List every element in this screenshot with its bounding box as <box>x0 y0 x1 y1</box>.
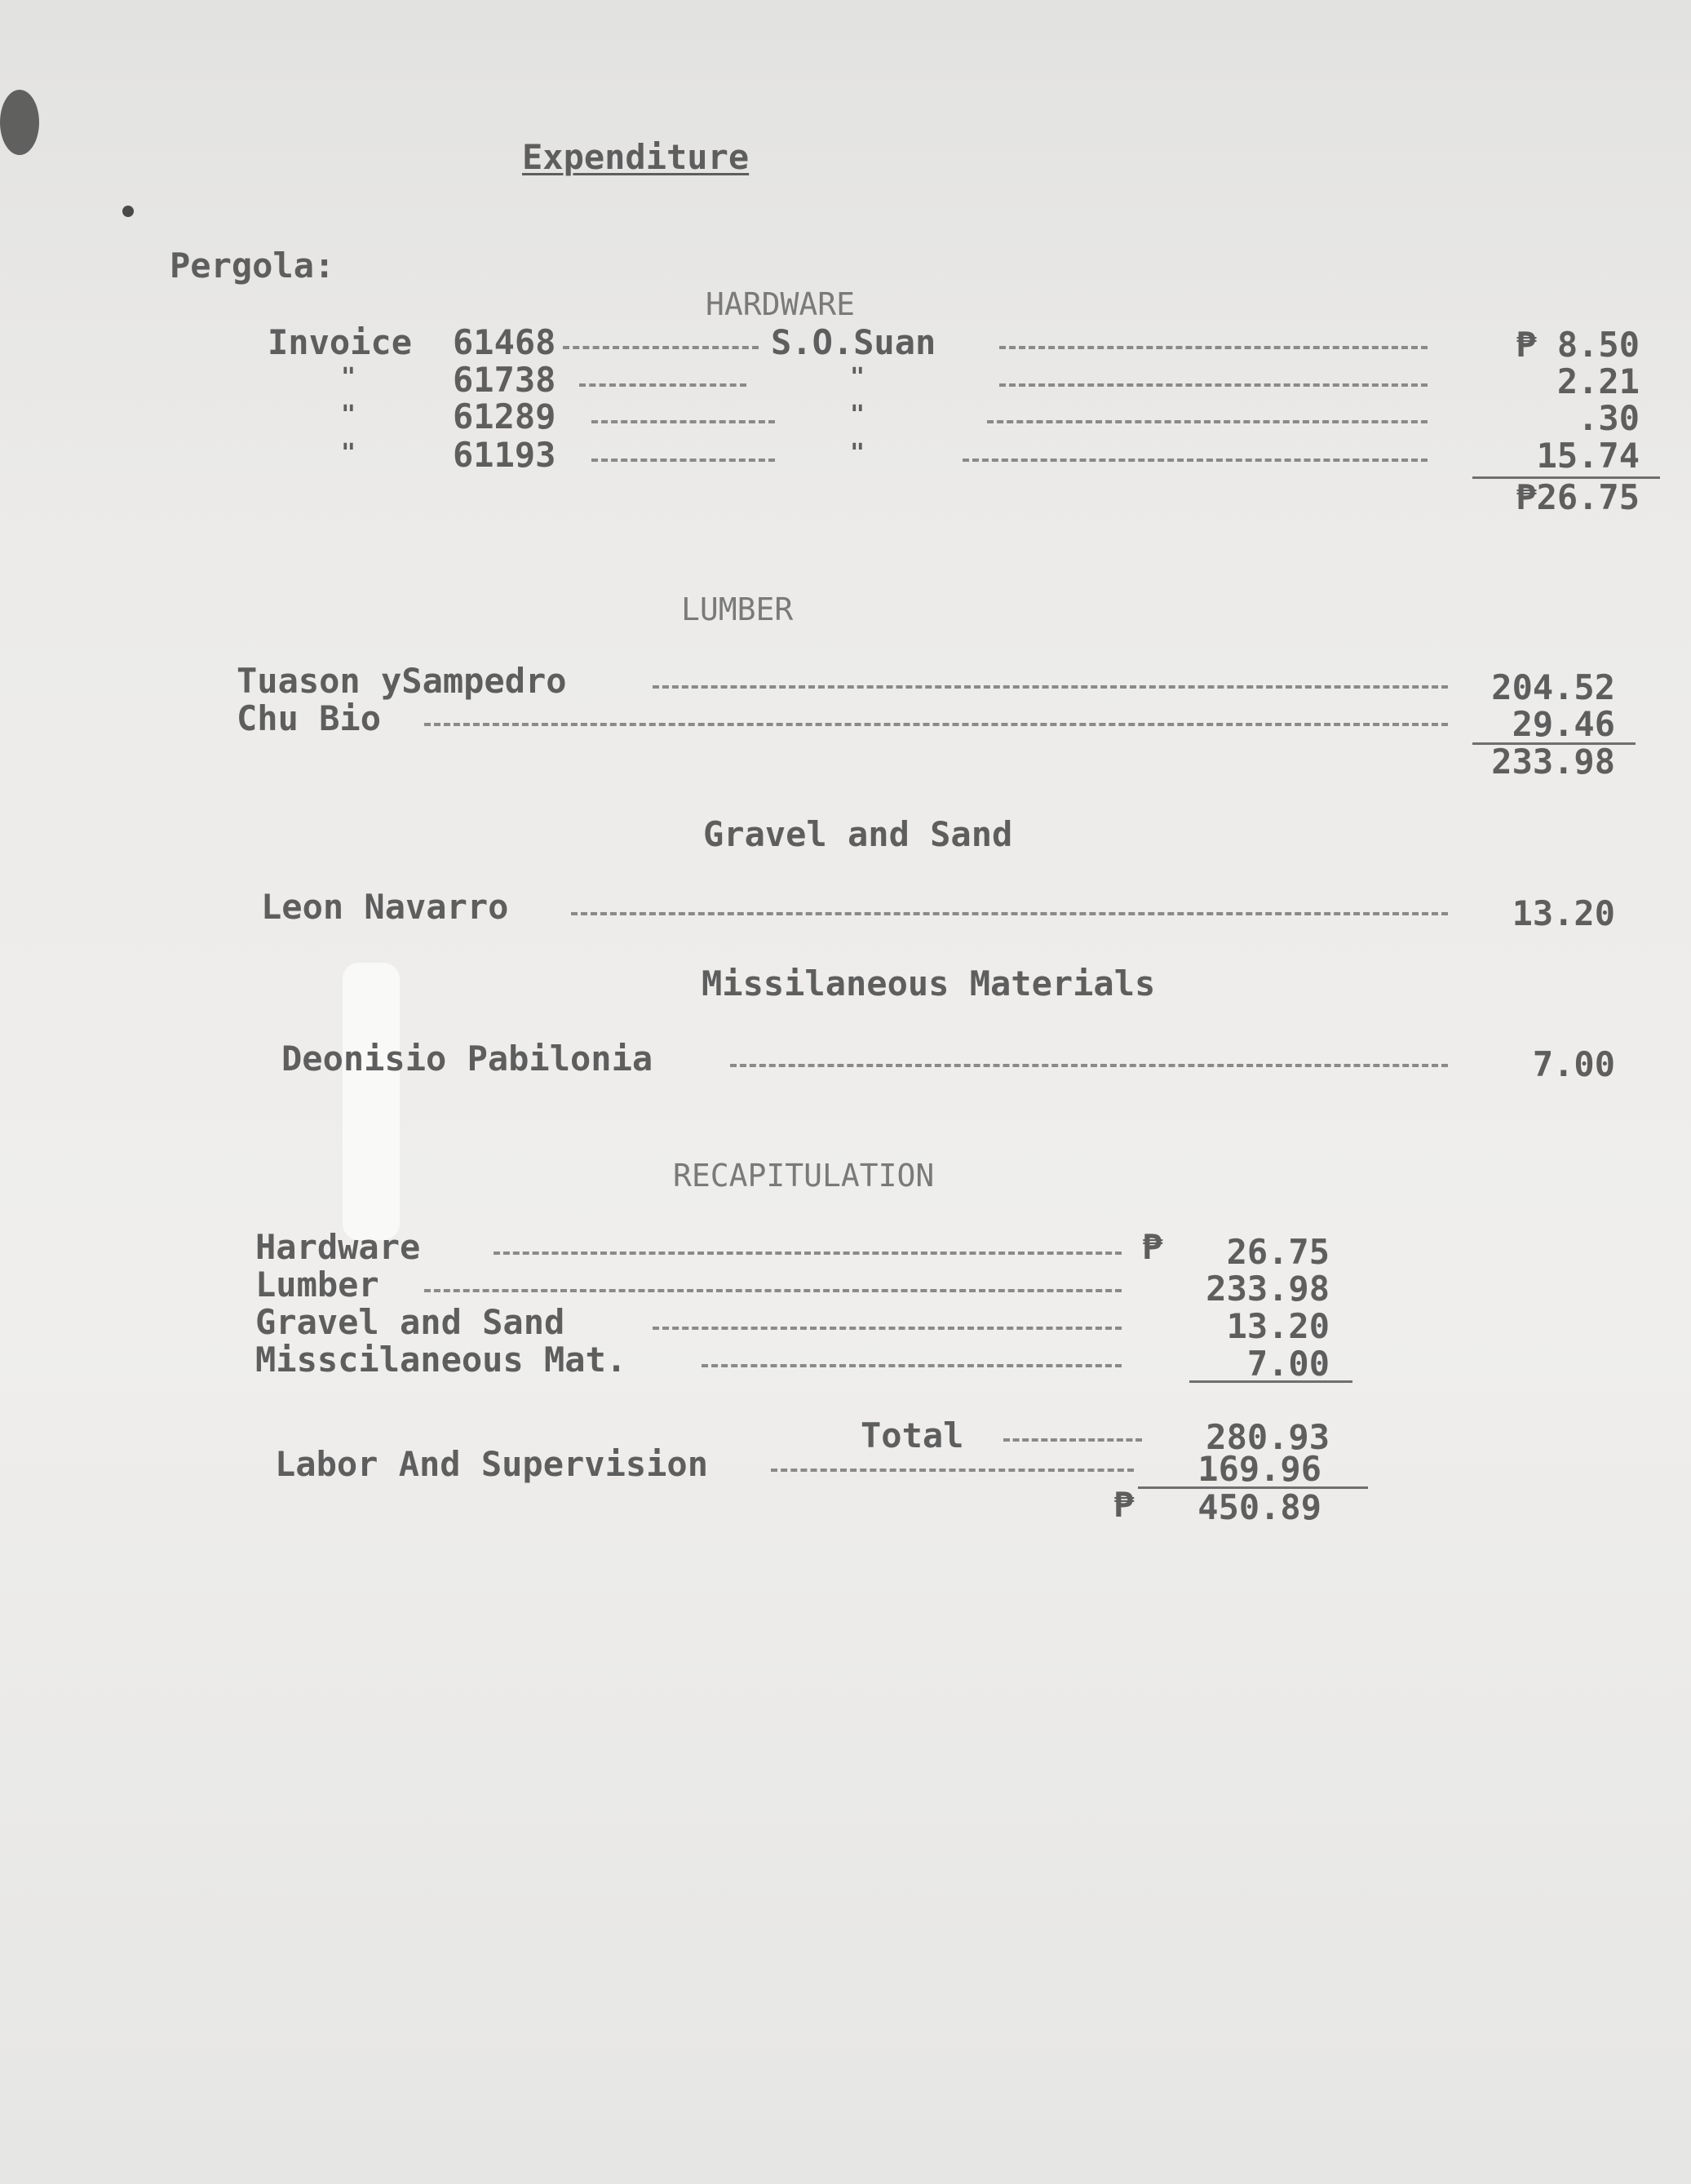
gravel-heading: Gravel and Sand <box>703 814 1013 854</box>
recap-heading: RECAPITULATION <box>673 1158 935 1194</box>
hardware-row-label: " <box>341 401 356 429</box>
leader-dashes <box>591 420 775 423</box>
lumber-row-amount: 29.46 <box>1512 704 1615 744</box>
leader-dashes <box>771 1469 1134 1472</box>
lumber-row-amount: 204.52 <box>1491 667 1615 707</box>
leader-dashes <box>579 383 746 387</box>
hardware-row-number: 61193 <box>453 435 556 475</box>
hardware-row-vendor: " <box>850 439 865 467</box>
recap-row-amount: 7.00 <box>1246 1344 1330 1384</box>
hardware-row-vendor: " <box>850 363 865 392</box>
misc-heading: Missilaneous Materials <box>702 964 1156 1003</box>
lumber-heading: LUMBER <box>681 591 794 627</box>
leader-dashes <box>653 1327 1122 1330</box>
hardware-row-amount: 15.74 <box>1536 436 1640 476</box>
hardware-row-amount: ₱ 8.50 <box>1516 325 1640 365</box>
hardware-row-number: 61468 <box>453 322 556 362</box>
recap-row-name: Hardware <box>255 1227 421 1267</box>
recap-row-amount: 233.98 <box>1206 1269 1330 1309</box>
grand-total-currency: ₱ <box>1113 1485 1135 1525</box>
hardware-row-label: Invoice <box>268 322 413 362</box>
misc-row-amount: 7.00 <box>1532 1044 1615 1084</box>
leader-dashes <box>653 685 1448 689</box>
leader-dashes <box>424 723 1448 726</box>
leader-dashes <box>563 346 759 349</box>
lumber-total: 233.98 <box>1491 742 1615 782</box>
subtotal-rule <box>1189 1380 1352 1383</box>
recap-row-currency: ₱ <box>1142 1227 1163 1267</box>
ink-dot <box>122 206 134 217</box>
leader-dashes <box>987 420 1428 423</box>
gravel-row-amount: 13.20 <box>1512 893 1615 933</box>
leader-dashes <box>591 459 775 462</box>
leader-dashes <box>571 912 1448 915</box>
lumber-row-name: Tuason ySampedro <box>237 661 567 701</box>
recap-row-name: Gravel and Sand <box>255 1302 565 1342</box>
labor-amount: 169.96 <box>1197 1449 1321 1489</box>
hardware-row-vendor: S.O.Suan <box>771 322 936 362</box>
hardware-row-vendor: " <box>850 401 865 429</box>
recap-row-name: Lumber <box>255 1265 379 1305</box>
lumber-row-name: Chu Bio <box>237 698 382 738</box>
leader-dashes <box>1003 1438 1142 1442</box>
hardware-row-amount: .30 <box>1578 398 1640 438</box>
recap-row-amount: 13.20 <box>1226 1306 1330 1346</box>
recap-total-label: Total <box>861 1415 964 1455</box>
leader-dashes <box>999 346 1428 349</box>
recap-row-amount: 26.75 <box>1226 1232 1330 1272</box>
labor-label: Labor And Supervision <box>275 1444 709 1484</box>
hardware-total: ₱26.75 <box>1516 477 1640 517</box>
misc-row-name: Deonisio Pabilonia <box>281 1039 653 1079</box>
recap-row-name: Misscilaneous Mat. <box>255 1340 627 1380</box>
gravel-row-name: Leon Navarro <box>261 887 509 927</box>
hardware-row-amount: 2.21 <box>1556 361 1640 401</box>
leader-dashes <box>730 1064 1448 1067</box>
section-label: Pergola: <box>170 246 335 286</box>
light-smudge <box>343 963 400 1240</box>
ink-blot <box>0 90 39 155</box>
hardware-heading: HARDWARE <box>706 286 856 322</box>
hardware-row-label: " <box>341 363 356 392</box>
recap-total: 280.93 <box>1206 1417 1330 1457</box>
page-title: Expenditure <box>522 137 750 177</box>
leader-dashes <box>963 459 1428 462</box>
leader-dashes <box>999 383 1428 387</box>
hardware-row-label: " <box>341 439 356 467</box>
leader-dashes <box>424 1289 1122 1292</box>
leader-dashes <box>494 1251 1122 1255</box>
leader-dashes <box>702 1364 1122 1367</box>
grand-total: 450.89 <box>1197 1487 1321 1527</box>
hardware-row-number: 61289 <box>453 396 556 436</box>
hardware-row-number: 61738 <box>453 360 556 400</box>
